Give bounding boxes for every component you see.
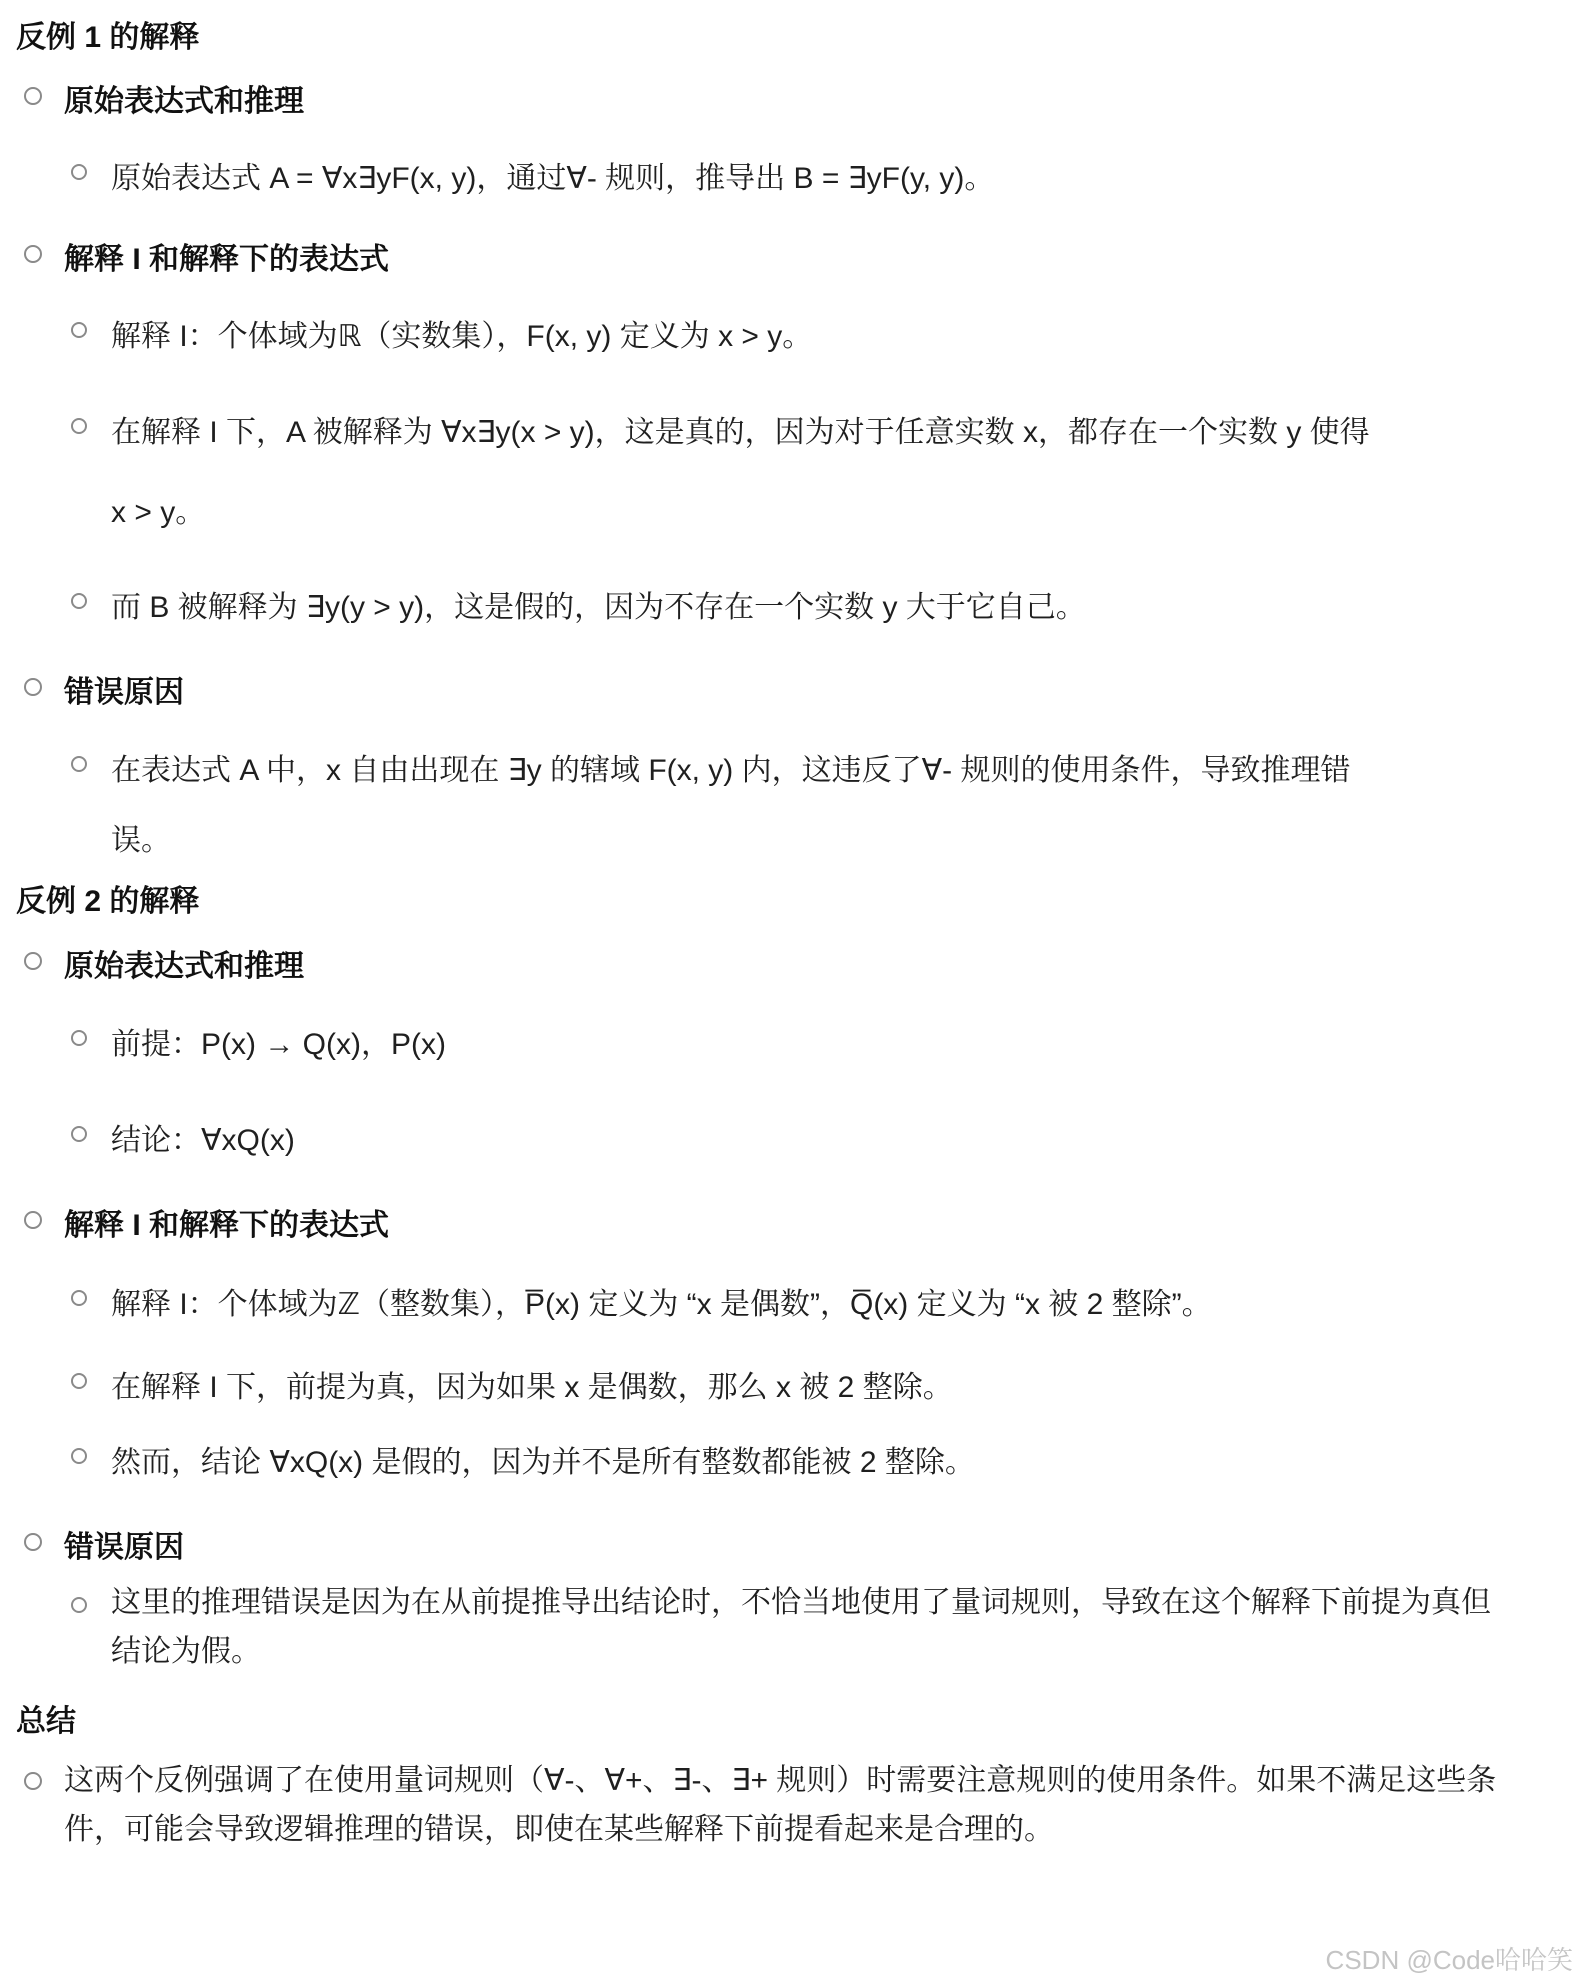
- list-item: 这里的推理错误是因为在从前提推导出结论时，不恰当地使用了量词规则，导致在这个解释下前提为真但结论为假。: [111, 1586, 1491, 1668]
- bullet-icon: [71, 1448, 87, 1464]
- section-heading-2: 反例 2 的解释: [16, 885, 200, 918]
- list-item: 在解释 I 下，A 被解释为 ∀x∃y(x > y)，这是真的，因为对于任意实数 x，都存在一个实数 y 使得: [111, 416, 1370, 449]
- list-item: 在表达式 A 中，x 自由出现在 ∃y 的辖域 F(x, y) 内，这违反了∀- 规则的使用条件，导致推理错: [111, 754, 1351, 787]
- watermark: CSDN @Code哈哈笑: [1325, 1945, 1573, 1975]
- bullet-icon: [71, 1290, 87, 1306]
- subheading: 解释 I 和解释下的表达式: [64, 1209, 390, 1242]
- bullet-icon: [24, 952, 42, 970]
- subheading: 解释 I 和解释下的表达式: [64, 243, 390, 276]
- bullet-icon: [71, 322, 87, 338]
- subheading: 原始表达式和推理: [64, 85, 304, 118]
- subheading: 原始表达式和推理: [64, 950, 304, 983]
- list-item: 而 B 被解释为 ∃y(y > y)，这是假的，因为不存在一个实数 y 大于它自己。: [111, 591, 1086, 624]
- section-heading-summary: 总结: [16, 1705, 76, 1738]
- section-heading-1: 反例 1 的解释: [16, 21, 200, 54]
- bullet-icon: [71, 164, 87, 180]
- list-item-continuation: x > y。: [111, 496, 206, 529]
- bullet-icon: [24, 1211, 42, 1229]
- bullet-icon: [71, 1373, 87, 1389]
- list-item: 在解释 I 下，前提为真，因为如果 x 是偶数，那么 x 被 2 整除。: [111, 1371, 953, 1404]
- bullet-icon: [24, 678, 42, 696]
- bullet-icon: [71, 756, 87, 772]
- list-item: 解释 I：个体域为ℝ（实数集），F(x, y) 定义为 x > y。: [111, 320, 813, 353]
- bullet-icon: [24, 1772, 42, 1790]
- list-item: 然而，结论 ∀xQ(x) 是假的，因为并不是所有整数都能被 2 整除。: [111, 1446, 975, 1479]
- list-item: 前提：P(x) → Q(x)，P(x): [111, 1028, 446, 1061]
- bullet-icon: [71, 1030, 87, 1046]
- bullet-icon: [24, 1533, 42, 1551]
- summary-text: 这两个反例强调了在使用量词规则（∀-、∀+、∃-、∃+ 规则）时需要注意规则的使用条件。如果不满足这些条件，可能会导致逻辑推理的错误，即使在某些解释下前提看起来是合理的。: [64, 1764, 1497, 1846]
- subheading: 错误原因: [64, 1531, 184, 1564]
- bullet-icon: [71, 1597, 87, 1613]
- list-item: 解释 I：个体域为ℤ（整数集），P̅(x) 定义为 “x 是偶数”，Q̅(x) 定义为 “x 被 2 整除”。: [111, 1288, 1212, 1321]
- bullet-icon: [71, 418, 87, 434]
- list-item: 原始表达式 A = ∀x∃yF(x, y)，通过∀- 规则，推导出 B = ∃yF(y, y)。: [111, 162, 995, 195]
- bullet-icon: [24, 245, 42, 263]
- subheading: 错误原因: [64, 676, 184, 709]
- bullet-icon: [24, 87, 42, 105]
- list-item-continuation: 误。: [111, 824, 171, 857]
- bullet-icon: [71, 593, 87, 609]
- list-item: 结论：∀xQ(x): [111, 1124, 295, 1157]
- bullet-icon: [71, 1126, 87, 1142]
